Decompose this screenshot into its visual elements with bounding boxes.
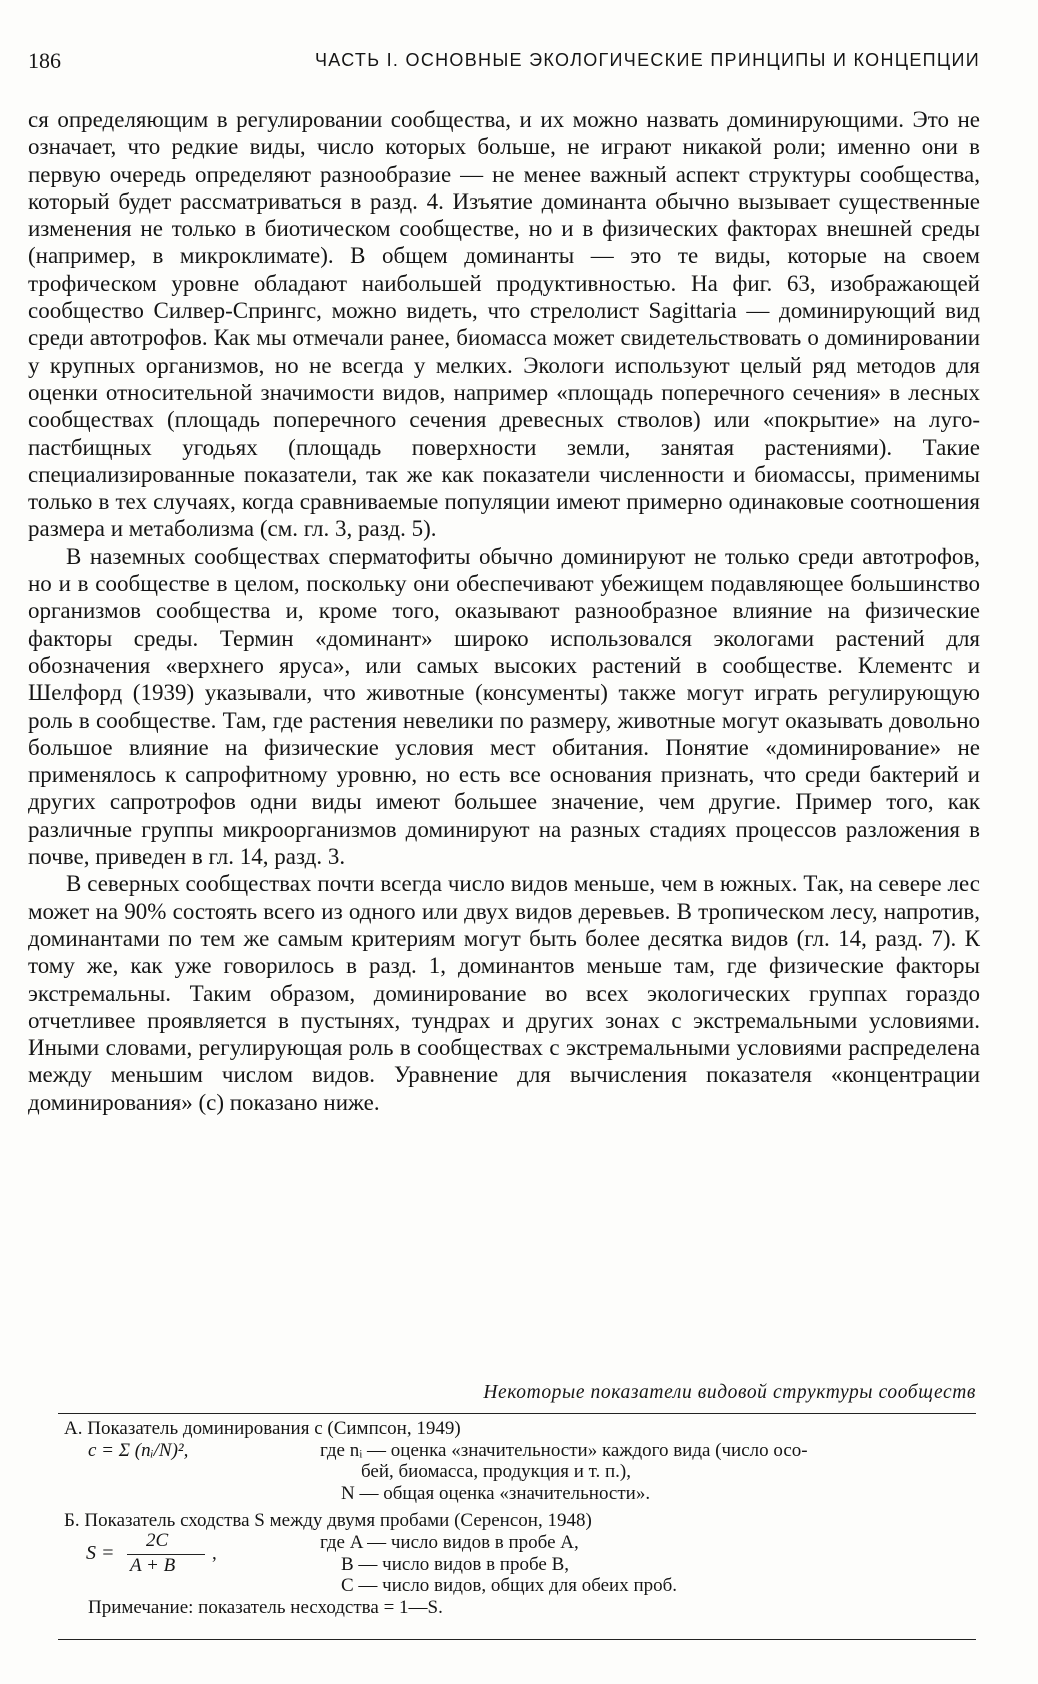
paragraph-2: В наземных сообществах сперматофиты обычно доминируют не только среди автотрофов, но и в сообществе в целом, поскольку они обеспечивают убежищем подавляющее большинство организмов сообщества и, кроме того, оказывают разнообразное влияние на физические факторы среды. Термин «доминант» широко использовался экологами растений для обозначения «верхнего яруса», или самых высоких растений в сообществе. Клементс и Шелфорд (1939) указывали, что животные (консументы) также могут играть регулирующую роль в сообществе. Там, где растения невелики по размеру, животные могут оказывать довольно большое влияние на физические условия мест обитания. Понятие «доминирование» не применялось к сапрофитному уровню, но есть все основания признать, что среди бактерий и других сапротрофов одни виды имеют большее значение, чем другие. Пример того, как различные группы микроорганизмов доминируют на разных стадиях процессов разложения в почве, приведен в гл. 14, разд. 3. — [28, 543, 980, 870]
paragraph-1: ся определяющим в регулировании сообщества, и их можно назвать доминирующими. Это не означает, что редкие виды, число которых больше, не играют никакой роли; именно они в первую очередь определяют разнообразие — не менее важный аспект структуры сообщества, который будет рассматриваться в разд. 4. Изъятие доминанта обычно вызывает существенные изменения не только в биотическом сообществе, но и в физических факторах внешней среды (например, в микроклимате). В общем доминанты — это те виды, которые на своем трофическом уровне обладают наибольшей продуктивностью. На фиг. 63, изображающей сообщество Силвер-Спрингс, можно видеть, что стрелолист Sagittaria — доминирующий вид среди автотрофов. Как мы отмечали ранее, биомасса может свидетельствовать о доминировании у крупных организмов, но не всегда у мелких. Экологи используют целый ряд методов для оценки относительной значимости видов, например «площадь поперечного сечения» в лесных сообществах (площадь поперечного сечения древесных стволов) или «покрытие» на луго-пастбищных угодьях (площадь поверхности земли, занятая растениями). Такие специализированные показатели, так же как показатели численности и биомассы, применимы только в тех случаях, когда сравниваемые популяции имеют примерно одинаковые соотношения размера и метаболизма (см. гл. 3, разд. 5). — [28, 107, 980, 542]
paragraph-3: В северных сообществах почти всегда число видов меньше, чем в южных. Так, на севере лес может на 90% состоять всего из одного или двух видов деревьев. В тропическом лесу, напротив, доминантами по тем же самым критериям могут быть более десятка видов (гл. 14, разд. 7). К тому же, как уже говорилось в разд. 1, доминантов меньше там, где физические факторы экстремальны. Таким образом, доминирование во всех экологических группах гораздо отчетливее проявляется в пустынях, тундрах и других зонах с экстремальными условиями. Иными словами, регулирующая роль в сообществах с экстремальными условиями распределена между меньшим числом видов. Уравнение для вычисления показателя «концентрации доминирования» (c) показано ниже. — [28, 871, 980, 1115]
section-b-note-3: C — число видов, общих для обеих проб. — [341, 1575, 678, 1597]
section-a-note-1: где nᵢ — оценка «значительности» каждого вида (число осо- — [320, 1439, 808, 1461]
table-caption: Некоторые показатели видовой структуры сообществ — [483, 1382, 976, 1403]
simpson-formula: c = Σ (nᵢ/N)², — [88, 1439, 189, 1461]
table-top-rule — [58, 1413, 976, 1414]
section-b-heading-row — [58, 1510, 976, 1532]
formula-comma: , — [212, 1542, 217, 1564]
section-a-note-3: N — общая оценка «значительности». — [341, 1482, 651, 1504]
formula-denominator: A + B — [130, 1554, 176, 1576]
section-b-formula-block — [58, 1529, 976, 1597]
sorensen-formula — [86, 1529, 276, 1578]
page-number: 186 — [28, 48, 61, 73]
section-a-note-row-2 — [58, 1461, 976, 1483]
table-bottom-rule — [58, 1639, 976, 1640]
table-footnote: Примечание: показатель несходства = 1—S. — [88, 1596, 443, 1618]
section-a-heading-row — [58, 1418, 976, 1440]
formula-numerator: 2C — [146, 1529, 169, 1551]
section-b-note-1: где A — число видов в пробе A, — [320, 1531, 579, 1553]
formula-lhs: S = — [86, 1541, 115, 1564]
section-a-formula-row — [58, 1440, 976, 1462]
page-header — [28, 48, 980, 80]
indices-table — [58, 1418, 976, 1619]
section-b-note-2: B — число видов в пробе B, — [341, 1553, 569, 1575]
section-b-heading: Б. Показатель сходства S между двумя пробами (Серенсон, 1948) — [64, 1510, 592, 1532]
table-footnote-row — [58, 1597, 976, 1619]
section-a-note-row-3 — [58, 1483, 976, 1505]
body-text — [28, 106, 980, 1116]
section-a-heading: А. Показатель доминирования c (Симпсон, 1949) — [64, 1418, 461, 1439]
section-a-note-2: бей, биомасса, продукция и т. п.), — [361, 1461, 631, 1483]
running-title: ЧАСТЬ I. ОСНОВНЫЕ ЭКОЛОГИЧЕСКИЕ ПРИНЦИПЫ И КОНЦЕПЦИИ — [315, 50, 980, 70]
